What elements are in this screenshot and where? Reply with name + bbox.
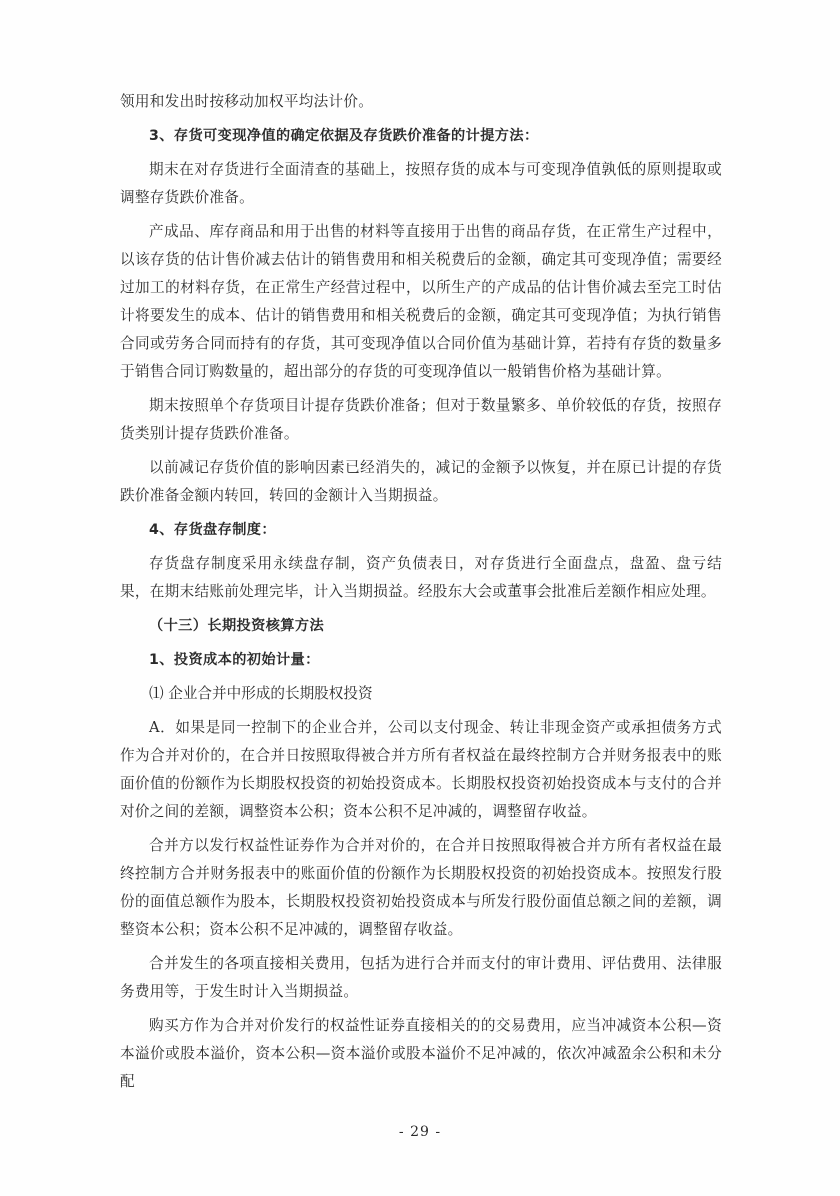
paragraph-period-end-review: 期末在对存货进行全面清查的基础上，按照存货的成本与可变现净值孰低的原则提取或调整存货跌价准备。 (120, 161, 722, 206)
page-number: - 29 - (398, 1124, 442, 1140)
paragraph-perpetual-inventory: 存货盘存制度采用永续盘存制，资产负债表日，对存货进行全面盘点，盘盈、盘亏结果，在期末结账前处理完毕，计入当期损益。经股东大会或董事会批准后差额作相应处理。 (120, 555, 722, 600)
paragraph-transaction-costs: 购买方作为合并对价发行的权益性证券直接相关的的交易费用，应当冲减资本公积—资本溢价或股本溢价，资本公积—资本溢价或股本溢价不足冲减的，依次冲减盈余公积和未分配 (120, 1017, 722, 1090)
paragraph-reversal: 以前减记存货价值的影响因素已经消失的，减记的金额予以恢复，并在原已计提的存货跌价准备金额内转回，转回的金额计入当期损益。 (120, 459, 722, 504)
page-body (120, 88, 722, 1096)
paragraph-continued: 领用和发出时按移动加权平均法计价。 (120, 93, 374, 110)
heading-inventory-impairment: 3、存货可变现净值的确定依据及存货跌价准备的计提方法： (149, 128, 539, 144)
subheading-business-combination: ⑴ 企业合并中形成的长期股权投资 (149, 685, 373, 702)
paragraph-equity-securities: 合并方以发行权益性证券作为合并对价的，在合并日按照取得被合并方所有者权益在最终控制方合并财务报表中的账面价值的份额作为长期股权投资的初始投资成本。按照发行股份的面值总额作为股本，长期股权投资初始投资成本与所发行股份面值总额之间的差额，调整资本公积；资本公积不足冲减的，调整留存收益。 (120, 837, 722, 938)
paragraph-common-control: A．如果是同一控制下的企业合并，公司以支付现金、转让非现金资产或承担债务方式作为合并对价的，在合并日按照取得被合并方所有者权益在最终控制方合并财务报表中的账面价值的份额作为长期股权投资的初始投资成本。长期股权投资初始投资成本与支付的合并对价之间的差额，调整资本公积；资本公积不足冲减的，调整留存收益。 (120, 719, 722, 820)
paragraph-direct-costs: 合并发生的各项直接相关费用，包括为进行合并而支付的审计费用、评估费用、法律服务费用等，于发生时计入当期损益。 (120, 955, 722, 1000)
paragraph-net-realizable-value: 产成品、库存商品和用于出售的材料等直接用于出售的商品存货，在正常生产过程中，以该存货的估计售价减去估计的销售费用和相关税费后的金额，确定其可变现净值；需要经过加工的材料存货，在正常生产经营过程中，以所生产的产成品的估计售价减去至完工时估计将要发生的成本、估计的销售费用和相关税费后的金额，确定其可变现净值；为执行销售合同或劳务合同而持有的存货，其可变现净值以合同价值为基础计算，若持有存货的数量多于销售合同订购数量的，超出部分的存货的可变现净值以一般销售价格为基础计算。 (120, 223, 722, 380)
heading-long-term-investment: （十三）长期投资核算方法 (149, 618, 325, 634)
heading-inventory-count-system: 4、存货盘存制度： (149, 522, 276, 538)
paragraph-item-basis: 期末按照单个存货项目计提存货跌价准备；但对于数量繁多、单价较低的存货，按照存货类别计提存货跌价准备。 (120, 397, 722, 442)
heading-initial-measurement: 1、投资成本的初始计量： (149, 652, 320, 668)
